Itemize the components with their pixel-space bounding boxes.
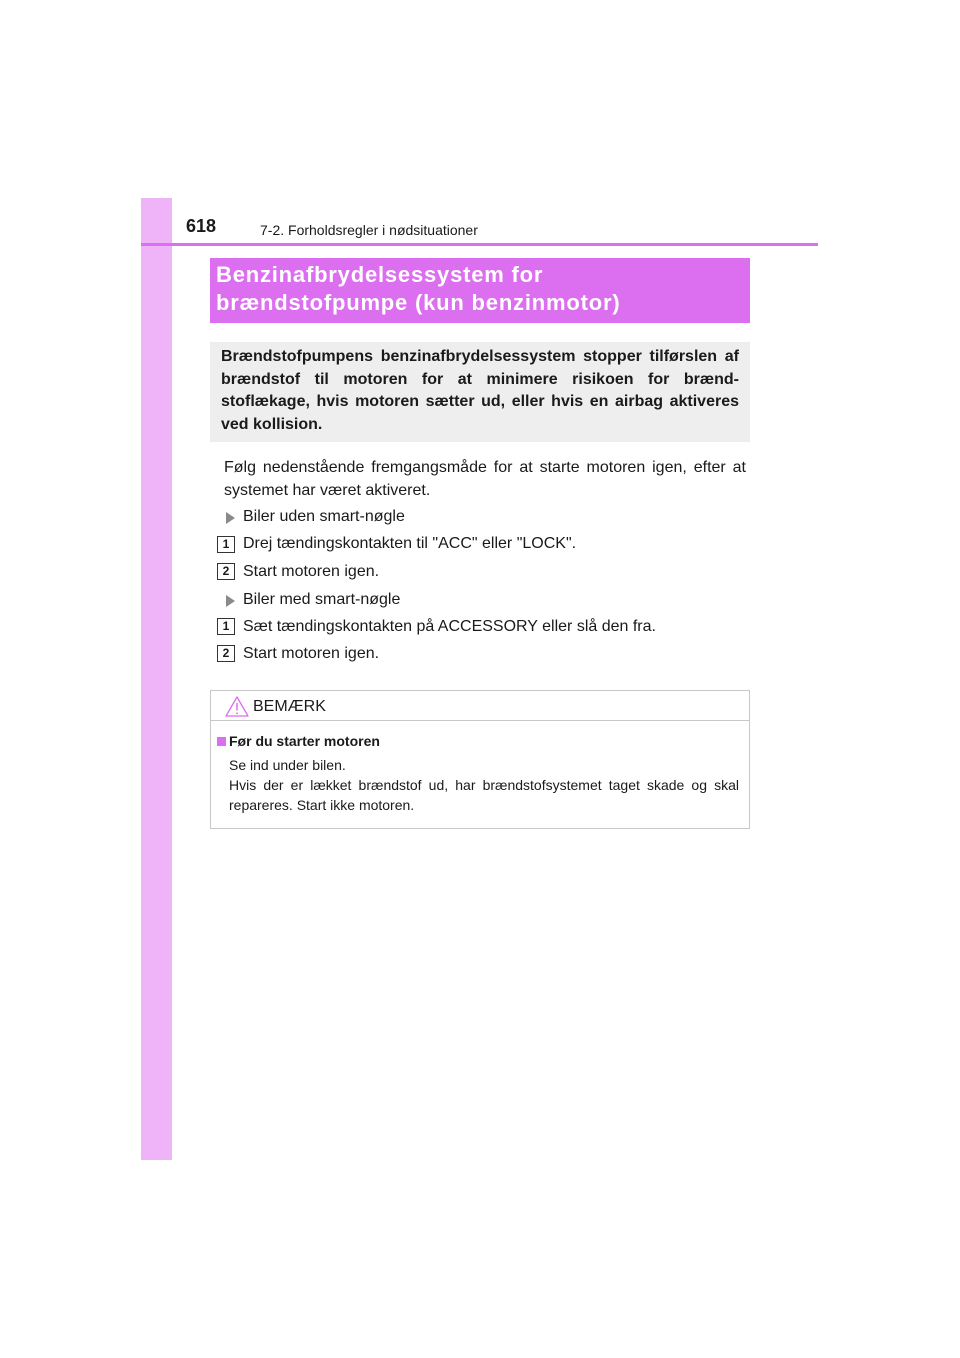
step-number-badge: 2 [217,563,235,580]
side-margin-band [141,198,172,1160]
step-number-badge: 1 [217,618,235,635]
group-title-no-smart-key: Biler uden smart-nøgle [243,508,405,525]
header-rule [141,243,818,246]
group-title-with-smart-key: Biler med smart-nøgle [243,591,401,608]
triangle-bullet-icon [226,595,235,607]
step-text: Drej tændingskontakten til "ACC" eller "LOCK". [243,535,577,552]
step-number-badge: 2 [217,645,235,662]
notice-heading: Før du starter motoren [229,733,380,749]
heading-line-1: Benzinafbrydelsessystem for [216,262,544,287]
section-heading [210,258,750,323]
square-bullet-icon [217,737,226,746]
instruction-paragraph: Følg nedenstående fremgangsmåde for at starte motoren igen, efter at systemet har været aktiveret. [224,459,746,499]
notice-box [210,690,750,829]
step-text: Start motoren igen. [243,563,380,580]
triangle-bullet-icon [226,512,235,524]
page-number: 618 [186,216,217,236]
notice-text: Se ind under bilen. Hvis der er lækket brændstof ud, har brændstofsystemet taget skade og skal repareres. Start ikke motoren. [229,757,739,813]
intro-text: Brændstofpumpens benzinafbrydelsessystem stopper tilførslen af brændstof til motoren for at minimere risikoen for brænd-stoflækage, hvis motoren sætter ud, eller hvis en airbag aktiveres ved kollision. [221,348,739,433]
step-text: Start motoren igen. [243,645,380,662]
step-text: Sæt tændingskontakten på ACCESSORY eller slå den fra. [243,618,656,635]
intro-box [210,342,750,442]
section-title: 7-2. Forholdsregler i nødsituationer [260,222,478,238]
notice-label: BEMÆRK [253,698,326,715]
heading-line-2: brændstofpumpe (kun benzinmotor) [216,290,621,315]
warning-triangle-icon [225,696,249,722]
notice-divider [211,720,749,721]
step-number-badge: 1 [217,536,235,553]
